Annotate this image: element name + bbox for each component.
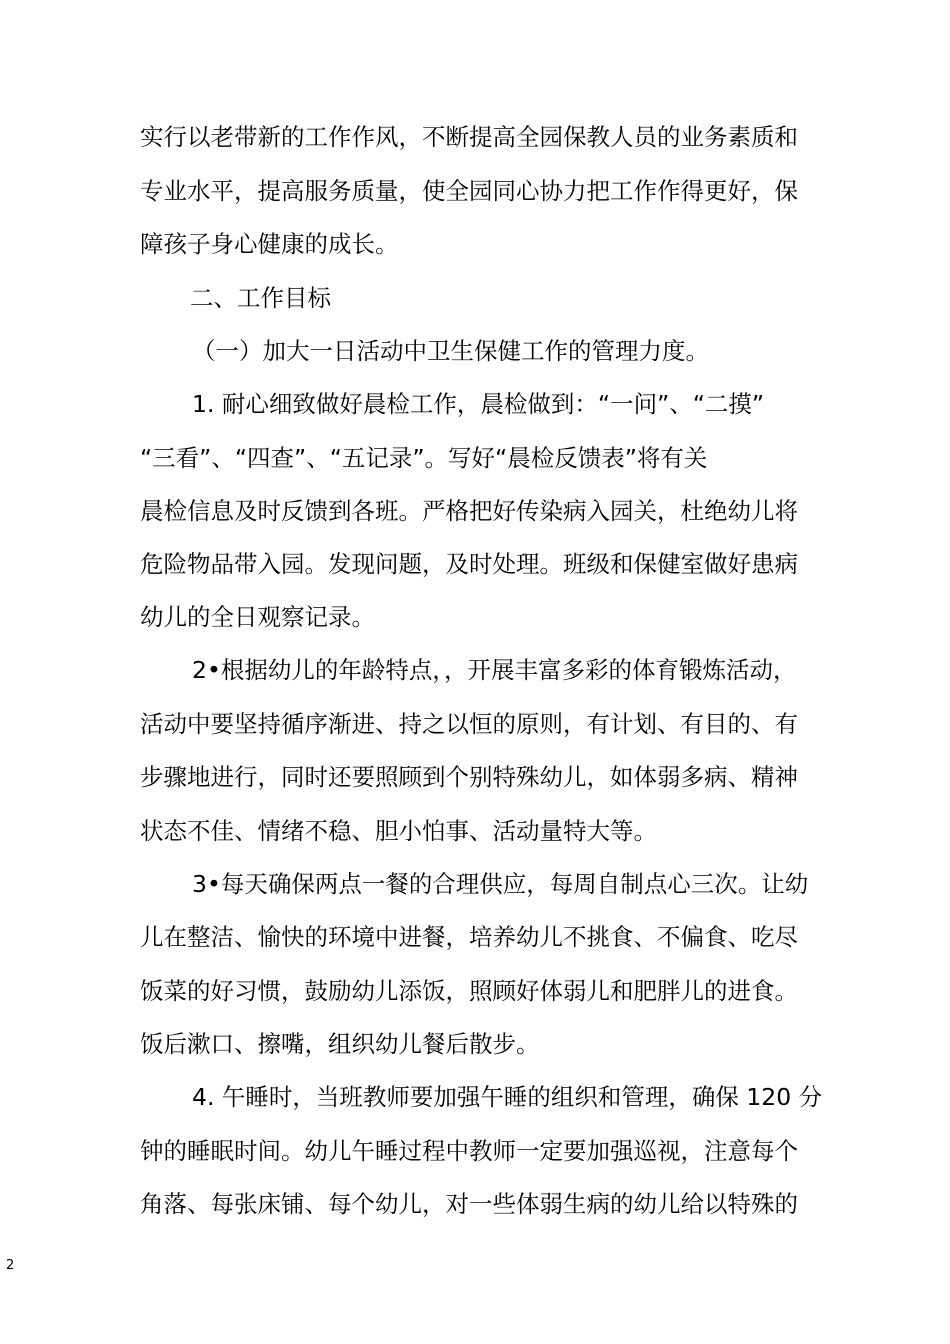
page-number: 2 bbox=[6, 1258, 15, 1273]
text-line: 儿在整洁、愉快的环境中进餐，培养幼儿不挑食、不偏食、吃尽 bbox=[140, 923, 798, 951]
text-line: 状态不佳、情绪不稳、胆小怕事、活动量特大等。 bbox=[140, 817, 657, 845]
text-line: 饭后漱口、擦嘴，组织幼儿餐后散步。 bbox=[140, 1030, 540, 1058]
text-line: 晨检信息及时反馈到各班。严格把好传染病入园关，杜绝幼儿将 bbox=[140, 497, 798, 525]
text-line: 饭菜的好习惯，鼓励幼儿添饭，照顾好体弱儿和肥胖儿的进食。 bbox=[140, 977, 798, 1005]
text-line: 4. 午睡时，当班教师要加强午睡的组织和管理，确保 120 分 bbox=[192, 1083, 823, 1111]
text-line: 3•每天确保两点一餐的合理供应，每周自制点心三次。让幼 bbox=[192, 870, 809, 898]
text-line: 步骤地进行，同时还要照顾到个别特殊幼儿，如体弱多病、精神 bbox=[140, 763, 798, 791]
subsection-heading: （一）加大一日活动中卫生保健工作的管理力度。 bbox=[192, 337, 709, 365]
text-line: 1. 耐心细致做好晨检工作，晨检做到：“一问”、“二摸” bbox=[192, 390, 765, 418]
text-line: 障孩子身心健康的成长。 bbox=[140, 230, 399, 258]
text-line: 幼儿的全日观察记录。 bbox=[140, 603, 375, 631]
text-line: “三看”、“四查”、“五记录”。写好“晨检反馈表”将有关 bbox=[140, 444, 708, 472]
section-heading: 二、工作目标 bbox=[190, 284, 331, 312]
text-line: 钟的睡眠时间。幼儿午睡过程中教师一定要加强巡视，注意每个 bbox=[140, 1137, 798, 1165]
text-line: 专业水平，提高服务质量，使全园同心协力把工作作得更好，保 bbox=[140, 177, 798, 205]
text-line: 实行以老带新的工作作风，不断提高全园保教人员的业务素质和 bbox=[140, 123, 798, 151]
text-line: 活动中要坚持循序渐进、持之以恒的原则，有计划、有目的、有 bbox=[140, 710, 798, 738]
text-line: 角落、每张床铺、每个幼儿，对一些体弱生病的幼儿给以特殊的 bbox=[140, 1190, 798, 1218]
text-line: 2•根据幼儿的年龄特点，，开展丰富多彩的体育锻炼活动， bbox=[192, 656, 797, 684]
text-line: 危险物品带入园。发现问题，及时处理。班级和保健室做好患病 bbox=[140, 550, 798, 578]
